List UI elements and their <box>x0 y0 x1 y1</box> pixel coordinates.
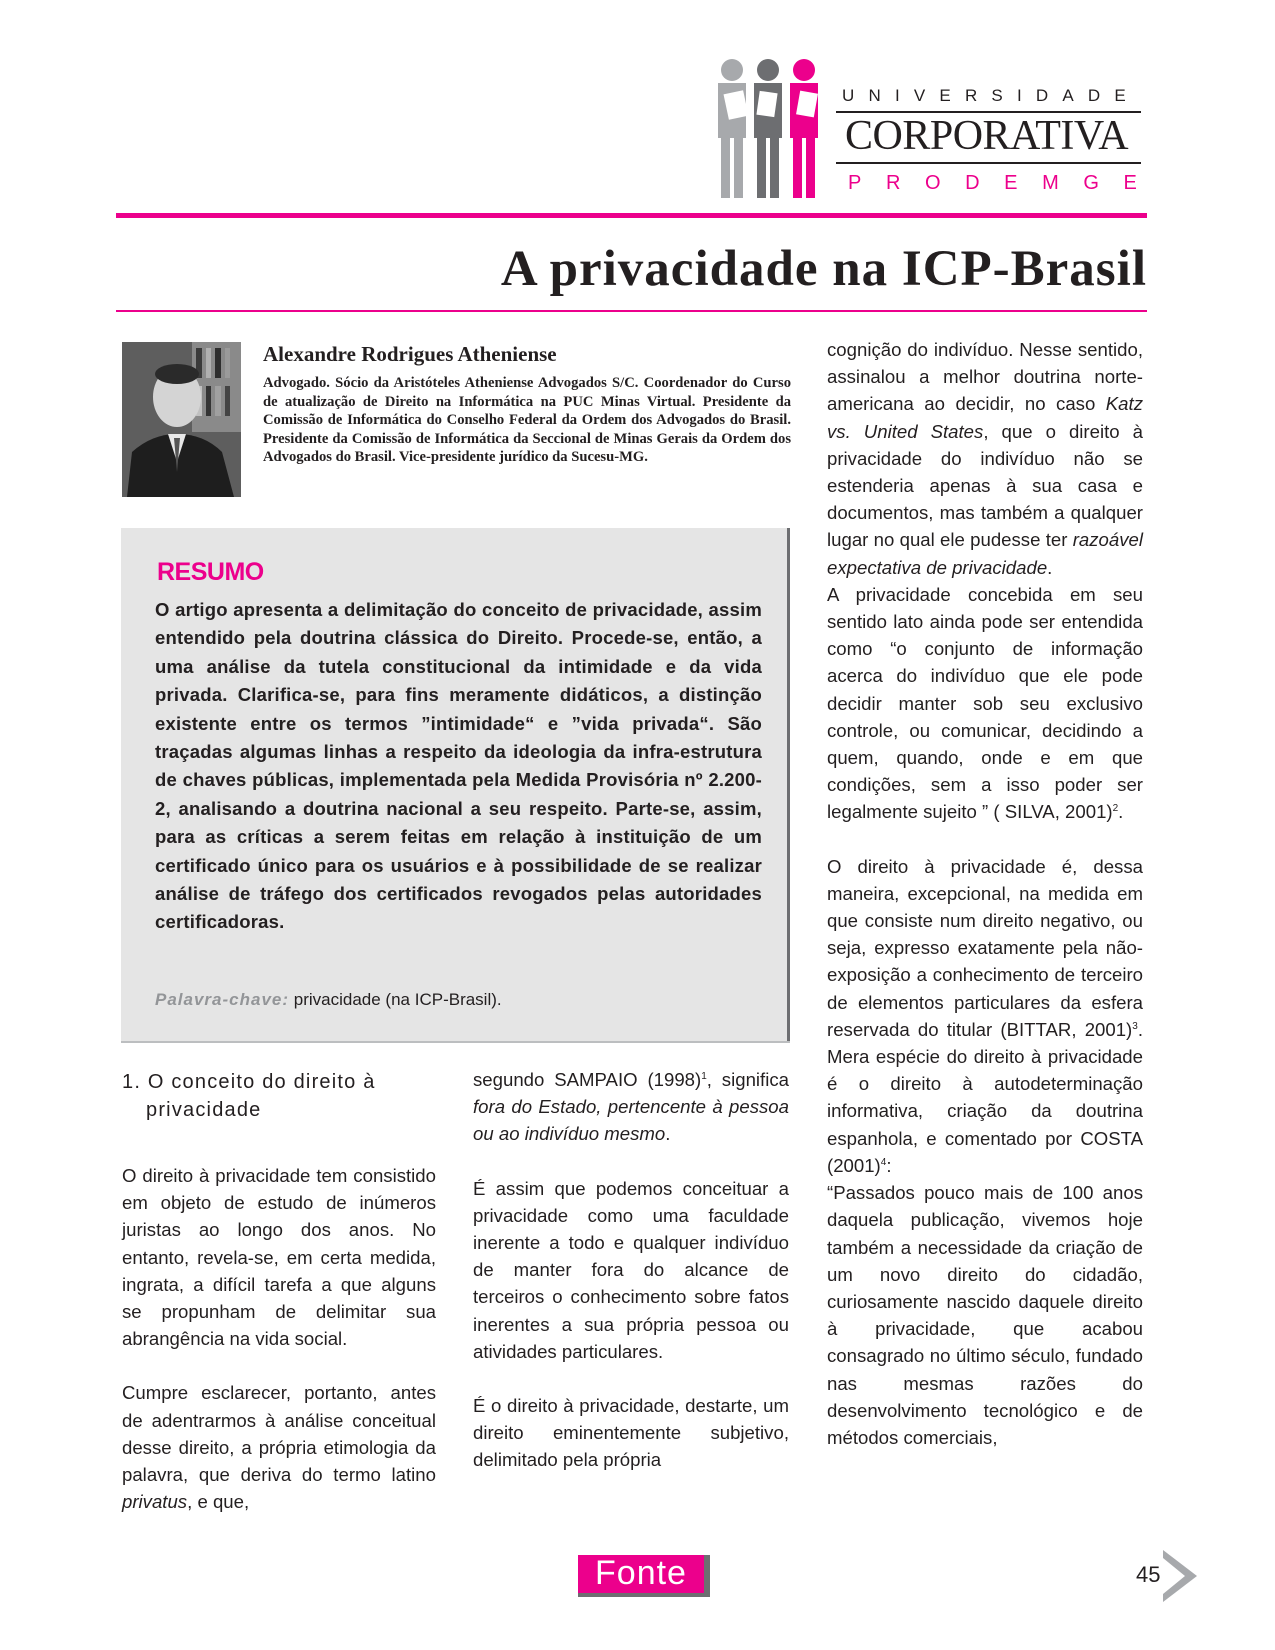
text-column-3 <box>827 336 1143 1451</box>
section-heading-line1: 1. O conceito do direito à <box>122 1071 376 1093</box>
paragraph: É o direito à privacidade, destarte, um direito eminentemente subjetivo, delimitado pela própria <box>473 1395 789 1471</box>
fonte-badge <box>578 1555 710 1597</box>
universidade-corporativa-logo <box>712 58 1162 198</box>
footnote-ref: 2 <box>1112 803 1119 815</box>
text-column-2 <box>473 1066 789 1474</box>
section-heading <box>122 1068 442 1124</box>
people-figures-icon <box>712 58 830 198</box>
paragraph: A privacidade concebida em seu sentido lato ainda pode ser entendida como “o conjunto de informação acerca do indivíduo que ele pode decidir manter sob seu exclusivo controle, ou comunicar, decidindo a quem, quando, onde e em que condições, sem a isso poder ser legalmente sujeito ” ( SILVA, 2001)$^2$. <box>827 583 1143 823</box>
abstract-box-shadow <box>787 528 790 1043</box>
header-rule <box>116 213 1147 218</box>
italic-term: fora do Estado, pertencente à pessoa ou ao indivíduo mesmo <box>473 1096 789 1145</box>
paragraph: Cumpre esclarecer, portanto, antes de adentrarmos à análise conceitual desse direito, a própria etimologia da palavra, que deriva do termo latino privatus, e que, <box>122 1382 436 1513</box>
logo-universidade-text: UNIVERSIDADE <box>842 86 1140 105</box>
page-number: 45 <box>1136 1562 1161 1587</box>
title-rule <box>116 310 1147 312</box>
paragraph: O direito à privacidade é, dessa maneira, excepcional, na medida em que consiste num direito negativo, ou seja, expresso exatamente pela não-exposição a conhecimento de terceiro de elementos particulares da esfera reservada do titular (BITTAR, 2001)$^3$. Mera espécie do direito à privacidade é o direito à autodeterminação informativa, criação da doutrina espanhola, e comentado por COSTA $(2001)^4$: <box>827 855 1143 1176</box>
keywords-label: Palavra-chave: <box>155 990 290 1009</box>
paragraph: segundo SAMPAIO $(1998)^1$, significa fora do Estado, pertencente à pessoa ou ao indivíduo mesmo. <box>473 1069 789 1145</box>
author-photo <box>122 342 241 497</box>
paragraph: “Passados pouco mais de 100 anos daquela publicação, vivemos hoje também a necessidade da criação de um novo direito do cidadão, curiosamente nascido daquele direito à privacidade, que acabou consagrado no último século, fundado nas mesmas razões do desenvolvimento tecnológico e de métodos comerciais, <box>827 1182 1143 1448</box>
section-heading-line2: privacidade <box>146 1099 262 1121</box>
paragraph: cognição do indivíduo. Nesse sentido, assinalou a melhor doutrina norte-americana ao decidir, no caso Katz vs. United States, que o direito à privacidade do indivíduo não se estenderia apenas à sua casa e documentos, mas também a qualquer lugar no qual ele pudesse ter razoável expectativa de privacidade. <box>827 339 1143 578</box>
abstract-box-shadow <box>121 1041 790 1043</box>
text-column-1 <box>122 1162 436 1515</box>
paragraph: O direito à privacidade tem consistido em objeto de estudo de inúmeros juristas ao longo dos anos. No entanto, revela-se, em certa medida, ingrata, a difícil tarefa a que alguns se propunham de delimitar sua abrangência na vida social. <box>122 1165 436 1350</box>
article-title: A privacidade na ICP-Brasil <box>500 241 1147 297</box>
keywords-value: privacidade (na ICP-Brasil). <box>293 990 502 1009</box>
footnote-ref: 4 <box>880 1156 887 1168</box>
italic-term: Katz vs. United States <box>827 393 1143 442</box>
footnote-ref: 1 <box>701 1070 707 1082</box>
keywords <box>155 990 502 1010</box>
italic-term: razoável expectativa de privacidade <box>827 529 1143 578</box>
abstract-body: O artigo apresenta a delimitação do conceito de privacidade, assim entendido pela doutrina clássica do Direito. Procede-se, então, a uma análise da tutela constitucional da intimidade e da vida privada. Clarifica-se, para fins meramente didáticos, a distinção existente entre os termos ”intimidade“ e ”vida privada“. São traçadas algumas linhas a respeito da ideologia da infra-estrutura de chaves públicas, implementada pela Medida Provisória nº 2.200-2, analisando a doutrina nacional a seu respeito. Parte-se, assim, para as críticas a serem feitas em relação à instituição de um certificado único para os usuários e à possibilidade de se realizar análise de tráfego dos certificados revogados pelas autoridades certificadoras. <box>155 599 762 933</box>
author-bio: Advogado. Sócio da Aristóteles Atheniense Advogados S/C. Coordenador do Curso de atualização de Direito na Informática na PUC Minas Virtual. Presidente da Comissão de Informática do Conselho Federal da Ordem dos Advogados do Brasil. Presidente da Comissão de Informática da Seccional de Minas Gerais da Ordem dos Advogados do Brasil. Vice-presidente jurídico da Sucesu-MG. <box>263 375 791 466</box>
logo-prodemge-text: PRODEMGE <box>848 172 1162 194</box>
logo-corporativa-text: CORPORATIVA <box>845 113 1129 159</box>
logo-divider <box>836 162 1141 164</box>
paragraph: É assim que podemos conceituar a privacidade como uma faculdade inerente a todo e qualquer indivíduo de manter fora do alcance de terceiros o conhecimento sobre fatos inerentes a sua própria pessoa ou atividades particulares. <box>473 1177 789 1362</box>
page-arrow-icon <box>1163 1550 1197 1602</box>
italic-term: privatus <box>122 1491 188 1513</box>
fonte-label: Fonte <box>595 1554 687 1592</box>
abstract-title: RESUMO <box>157 558 264 586</box>
footnote-ref: 3 <box>1132 1020 1138 1032</box>
author-name: Alexandre Rodrigues Atheniense <box>263 342 557 366</box>
